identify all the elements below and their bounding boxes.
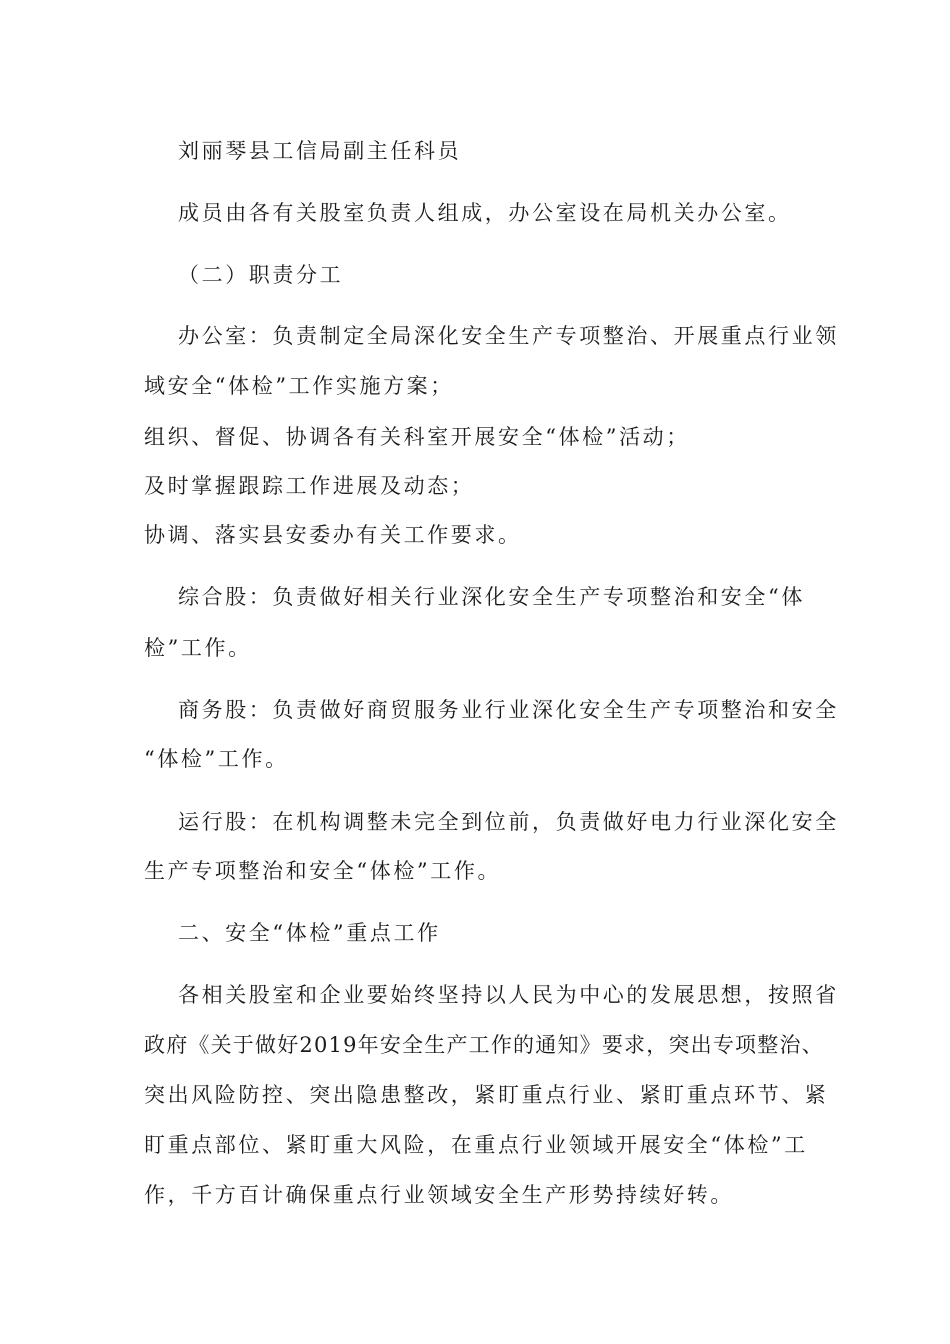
paragraph-line: 及时掌握跟踪工作进展及动态； [144, 474, 475, 498]
paragraph-line: 作，千方百计确保重点行业领域安全生产形势持续好转。 [144, 1183, 734, 1207]
paragraph-line: 检”工作。 [144, 636, 252, 660]
paragraph-line: 组织、督促、协调各有关科室开展安全“体检”活动； [144, 425, 690, 449]
paragraph-line: 各相关股室和企业要始终坚持以人民为中心的发展思想，按照省 [178, 983, 839, 1007]
paragraph-line: 刘丽琴县工信局副主任科员 [178, 139, 462, 163]
paragraph-line: 协调、落实县安委办有关工作要求。 [144, 523, 522, 547]
paragraph-line: 商务股：负责做好商贸服务业行业深化安全生产专项整治和安全 [178, 698, 839, 722]
paragraph-line: 生产专项整治和安全“体检”工作。 [144, 859, 502, 883]
paragraph-line: 政府《关于做好2019年安全生产工作的通知》要求，突出专项整治、 [144, 1033, 824, 1057]
paragraph-line: 盯重点部位、紧盯重大风险，在重点行业领域开展安全“体检”工 [144, 1133, 808, 1157]
paragraph-line: 成员由各有关股室负责人组成，办公室设在局机关办公室。 [178, 201, 792, 225]
paragraph-line: 运行股：在机构调整未完全到位前，负责做好电力行业深化安全 [178, 810, 839, 834]
section-heading: （二）职责分工 [178, 263, 344, 287]
paragraph-line: 突出风险防控、突出隐患整改，紧盯重点行业、紧盯重点环节、紧 [144, 1083, 829, 1107]
paragraph-line: “体检”工作。 [144, 747, 289, 771]
paragraph-line: 域安全“体检”工作实施方案； [144, 374, 454, 398]
paragraph-line: 综合股：负责做好相关行业深化安全生产专项整治和安全“体 [178, 585, 805, 609]
paragraph-line: 办公室：负责制定全局深化安全生产专项整治、开展重点行业领 [178, 324, 839, 348]
section-heading: 二、安全“体检”重点工作 [178, 921, 441, 945]
